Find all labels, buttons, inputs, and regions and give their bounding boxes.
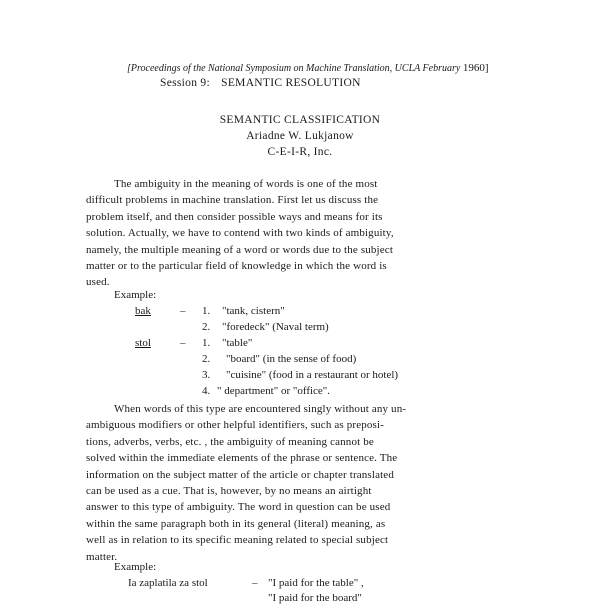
paragraph-line: used. — [86, 276, 110, 289]
paragraph-line: The ambiguity in the meaning of words is one of the most — [114, 178, 378, 190]
example-dash: – — [252, 577, 258, 589]
sense-number: 2. — [202, 321, 211, 333]
paragraph-line: matter or to the particular field of knowledge in which the word is — [86, 260, 387, 273]
paragraph-2 — [86, 401, 406, 565]
example-label: Example: — [114, 289, 157, 301]
example-gloss: "I paid for the board" — [268, 592, 362, 604]
example-dash: – — [180, 305, 186, 317]
paragraph-line: information on the subject matter of the article or chapter translated — [86, 468, 394, 481]
example-phrase: Ia zaplatila za stol — [128, 577, 208, 589]
paragraph-line: namely, the multiple meaning of a word or words due to the subject — [86, 243, 394, 256]
example-word-bak: bak — [135, 305, 151, 317]
sense-text: "board" (in the sense of food) — [226, 353, 357, 365]
example-gloss: "I paid for the table" , — [268, 577, 364, 589]
sense-text: " department" or "office". — [217, 385, 331, 397]
paragraph-line: answer to this type of ambiguity. The word in question can be used — [86, 501, 391, 514]
paragraph-line: difficult problems in machine translation. First let us discuss the — [86, 194, 379, 207]
paragraph-line: can be used as a cue. That is, however, by no means an airtight — [86, 485, 372, 498]
sense-number: 2. — [202, 353, 211, 365]
paragraph-line: well as in relation to its specific meaning related to special subject — [86, 534, 389, 547]
sense-number: 3. — [202, 369, 211, 381]
session-number: Session 9: — [160, 77, 210, 89]
paragraph-line: tions, adverbs, verbs, etc. , the ambiguity of meaning cannot be — [86, 435, 374, 448]
example-word-stol: stol — [135, 337, 151, 349]
paper-organization: C-E-I-R, Inc. — [267, 146, 333, 158]
example-label: Example: — [114, 561, 157, 573]
sense-text: "table" — [222, 337, 253, 349]
paragraph-line: When words of this type are encountered singly without any un- — [114, 403, 407, 415]
session-line — [160, 77, 361, 89]
paper-title: SEMANTIC CLASSIFICATION — [219, 114, 381, 126]
paragraph-1 — [86, 176, 394, 291]
proceedings-year: 1960] — [462, 62, 489, 74]
sense-text: "cuisine" (food in a restaurant or hotel) — [226, 369, 399, 381]
paragraph-line: ambiguous modifiers or other helpful identifiers, such as preposi- — [86, 419, 384, 432]
paragraph-line: problem itself, and then consider possible ways and means for its — [86, 210, 383, 223]
proceedings-text: [Proceedings of the National Symposium on Machine Translation, UCLA February — [127, 63, 461, 74]
paper-author: Ariadne W. Lukjanow — [246, 130, 354, 142]
sense-number: 4. — [202, 385, 211, 397]
paragraph-line: solved within the immediate elements of the phrase or sentence. The — [86, 452, 398, 465]
proceedings-header — [127, 62, 489, 74]
sense-text: "tank, cistern" — [222, 305, 285, 317]
paragraph-line: solution. Actually, we have to contend with two kinds of ambiguity, — [86, 227, 394, 240]
session-topic: SEMANTIC RESOLUTION — [221, 77, 361, 89]
example-dash: – — [180, 337, 186, 349]
sense-number: 1. — [202, 305, 211, 317]
sense-number: 1. — [202, 337, 211, 349]
paragraph-line: matter. — [86, 550, 118, 563]
sense-text: "foredeck" (Naval term) — [222, 321, 329, 333]
paragraph-line: within the same paragraph both in its general (literal) meaning, as — [86, 517, 386, 530]
